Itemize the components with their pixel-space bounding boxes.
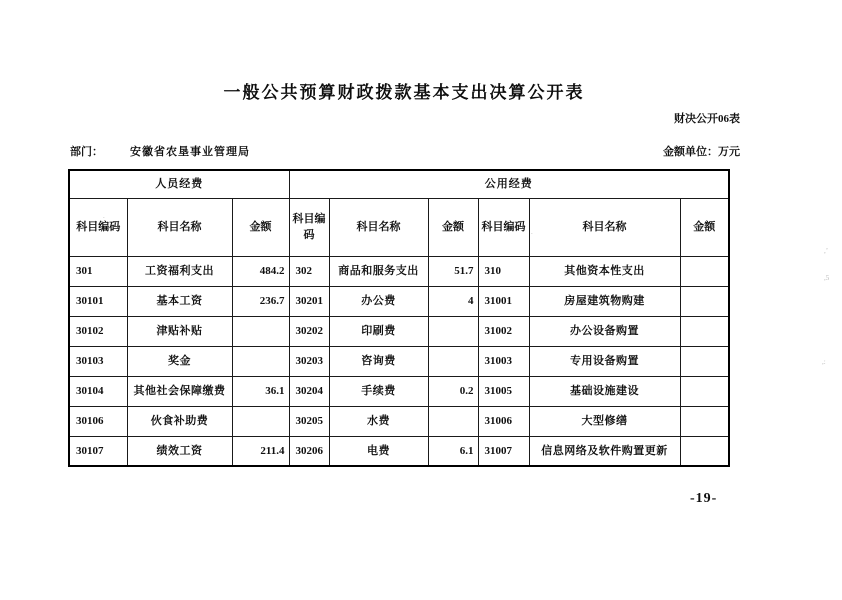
cell-code: 30102 [69,316,127,346]
cell-name: 大型修缮 [529,406,680,436]
cell-code: 30205 [289,406,329,436]
cell-amount [428,346,478,376]
cell-amount: 0.2 [428,376,478,406]
cell-code: 302 [289,256,329,286]
cell-amount: 211.4 [232,436,289,466]
cell-amount [232,346,289,376]
cell-amount [232,316,289,346]
column-header: 金额 [232,198,289,256]
cell-name: 水费 [329,406,428,436]
cell-code: 30104 [69,376,127,406]
cell-code: 310 [478,256,529,286]
cell-code: 30106 [69,406,127,436]
cell-code: 30206 [289,436,329,466]
column-header: 科目名称 [529,198,680,256]
table-body [69,256,729,466]
scan-artifact: ,’ [824,247,829,255]
scan-artifact: . [531,228,533,236]
table-row [69,436,729,466]
table-row [69,316,729,346]
cell-name: 伙食补助费 [127,406,232,436]
cell-amount [680,256,729,286]
cell-name: 其他资本性支出 [529,256,680,286]
column-header: 科目名称 [127,198,232,256]
cell-amount: 6.1 [428,436,478,466]
column-header-row [69,198,729,256]
cell-amount [680,346,729,376]
department-label: 部门： [70,146,103,158]
expenditure-table [68,169,730,467]
column-header: 科目编码 [289,198,329,256]
cell-code: 30103 [69,346,127,376]
form-number: 财决公开06表 [674,113,740,125]
group-header-row [69,170,729,198]
cell-name: 基本工资 [127,286,232,316]
department-name: 安徽省农垦事业管理局 [130,146,250,158]
cell-amount: 36.1 [232,376,289,406]
cell-name: 办公费 [329,286,428,316]
table-row [69,376,729,406]
cell-code: 31007 [478,436,529,466]
column-header: 科目名称 [329,198,428,256]
cell-amount [428,316,478,346]
cell-amount [680,436,729,466]
cell-code: 31003 [478,346,529,376]
cell-name: 办公设备购置 [529,316,680,346]
cell-code: 30202 [289,316,329,346]
cell-name: 津贴补贴 [127,316,232,346]
cell-amount [232,406,289,436]
column-header: 科目编码 [478,198,529,256]
cell-name: 电费 [329,436,428,466]
cell-code: 31002 [478,316,529,346]
column-header: 金额 [428,198,478,256]
cell-amount: 51.7 [428,256,478,286]
cell-amount [680,406,729,436]
cell-name: 基础设施建设 [529,376,680,406]
cell-name: 信息网络及软件购置更新 [529,436,680,466]
group-header-public: 公用经费 [289,170,729,198]
cell-name: 咨询费 [329,346,428,376]
cell-code: 31001 [478,286,529,316]
cell-name: 手续费 [329,376,428,406]
cell-amount: 236.7 [232,286,289,316]
scan-artifact: ,: [822,358,826,366]
cell-amount: 484.2 [232,256,289,286]
cell-name: 奖金 [127,346,232,376]
cell-amount [428,406,478,436]
cell-amount [680,316,729,346]
cell-name: 绩效工资 [127,436,232,466]
cell-name: 其他社会保障缴费 [127,376,232,406]
cell-name: 印刷费 [329,316,428,346]
cell-amount [680,286,729,316]
cell-code: 30204 [289,376,329,406]
page-title: 一般公共预算财政拨款基本支出决算公开表 [223,83,585,102]
column-header: 金额 [680,198,729,256]
cell-code: 31006 [478,406,529,436]
scan-artifact: . [103,212,105,220]
amount-unit-label: 金额单位：万元 [663,146,740,158]
cell-amount [680,376,729,406]
cell-amount: 4 [428,286,478,316]
cell-name: 商品和服务支出 [329,256,428,286]
cell-code: 30101 [69,286,127,316]
cell-code: 30203 [289,346,329,376]
cell-name: 专用设备购置 [529,346,680,376]
page-number: -19- [690,491,718,506]
column-header: 科目编码 [69,198,127,256]
cell-code: 301 [69,256,127,286]
table-row [69,286,729,316]
cell-name: 房屋建筑物购建 [529,286,680,316]
group-header-personnel: 人员经费 [69,170,289,198]
cell-name: 工资福利支出 [127,256,232,286]
cell-code: 31005 [478,376,529,406]
cell-code: 30201 [289,286,329,316]
cell-code: 30107 [69,436,127,466]
table-row [69,346,729,376]
scan-artifact: ,5 [824,274,830,282]
table-row [69,406,729,436]
table-row [69,256,729,286]
